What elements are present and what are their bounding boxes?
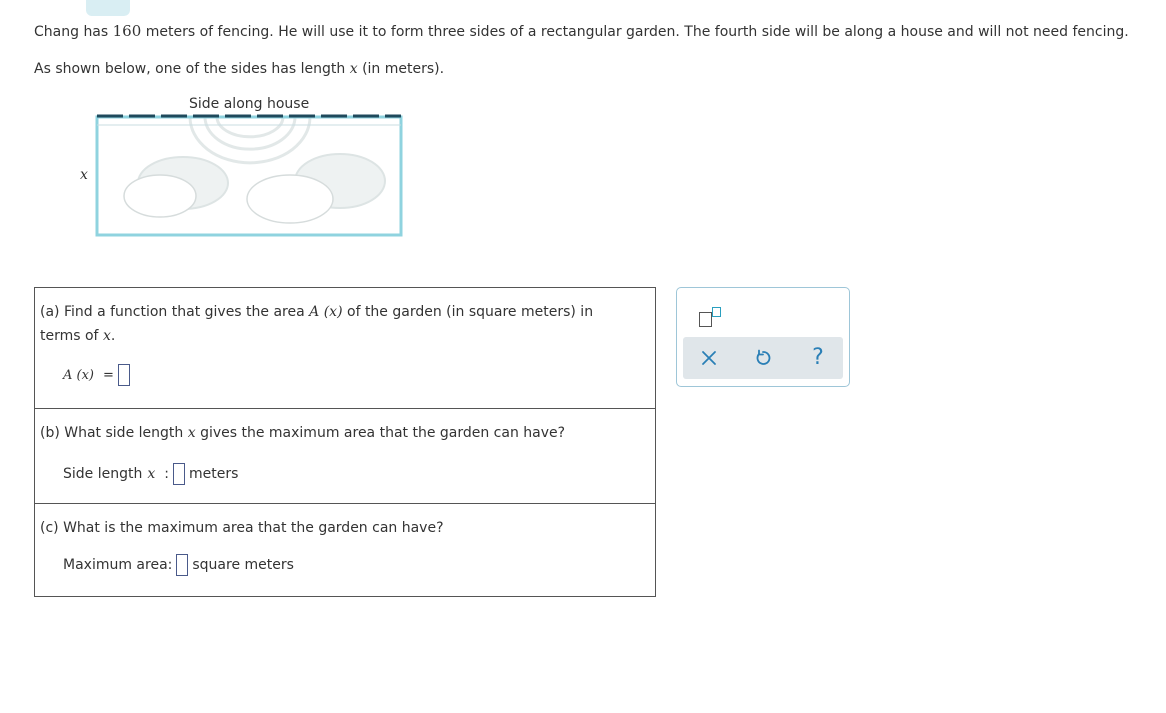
undo-button[interactable] <box>748 343 778 373</box>
area-function-label: A (x) <box>63 367 94 383</box>
side-length-var: x <box>147 466 156 482</box>
part-b-question: (b) What side length x gives the maximum area that the garden can have? <box>40 425 566 441</box>
pond-decoration <box>190 117 310 163</box>
problem-side-description: As shown below, one of the sides has length x (in meters). <box>34 61 445 77</box>
superscript-box-icon <box>712 307 721 317</box>
part-a-question: (a) Find a function that gives the area A (x) of the garden (in square meters) in terms of x. <box>40 304 594 344</box>
area-function-input[interactable] <box>118 364 130 386</box>
max-area-input[interactable] <box>176 554 188 576</box>
part-c-answer-row <box>63 554 294 576</box>
exponent-button[interactable] <box>697 304 725 330</box>
max-area-unit: square meters <box>192 557 294 573</box>
help-button[interactable] <box>803 343 833 373</box>
garden-diagram <box>80 95 410 240</box>
part-a <box>35 288 655 409</box>
close-icon <box>701 350 717 366</box>
math-tool-panel <box>676 287 850 387</box>
part-a-answer-row <box>63 364 134 386</box>
part-c-question: (c) What is the maximum area that the garden can have? <box>40 520 444 536</box>
max-area-answer-label: Maximum area: <box>63 557 173 573</box>
side-length-answer-label: Side length <box>63 466 143 482</box>
answer-colon: : <box>164 466 169 482</box>
base-box-icon <box>699 312 712 327</box>
question-table <box>34 287 656 597</box>
tool-action-bar <box>683 337 843 379</box>
part-c <box>35 504 655 596</box>
side-length-unit: meters <box>188 466 239 482</box>
garden-illustration <box>95 113 403 237</box>
side-length-label: x <box>80 167 88 183</box>
clear-button[interactable] <box>694 343 724 373</box>
problem-statement: Chang has 160 meters of fencing. He will use it to form three sides of a rectangular garden. The fourth side will be along a house and will not need fencing. <box>34 22 1129 40</box>
equals-sign: = <box>103 367 114 383</box>
top-collapse-tab[interactable] <box>86 0 130 16</box>
side-length-input[interactable] <box>173 463 185 485</box>
house-side-label: Side along house <box>189 96 310 112</box>
undo-icon <box>754 349 772 367</box>
part-b <box>35 409 655 504</box>
part-b-answer-row <box>63 463 238 485</box>
help-icon: ? <box>812 345 824 370</box>
